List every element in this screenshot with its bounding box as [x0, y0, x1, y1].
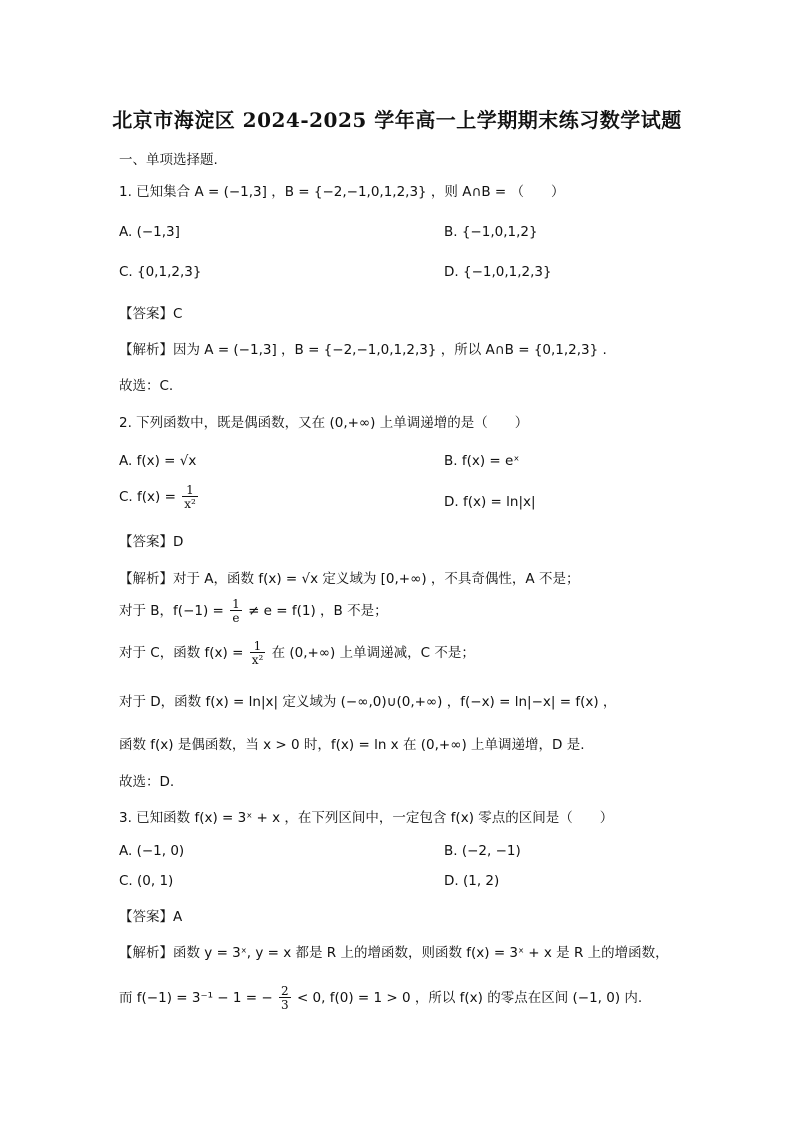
q3-analysis-2: [119, 985, 642, 1011]
q3-option-a: A. (−1, 0): [119, 843, 185, 859]
fraction-numerator: 1: [186, 483, 194, 497]
q2-analysis-b-suffix: ≠ e = f(1) ，B 不是；: [248, 603, 388, 619]
q3-option-b: B. (−2, −1): [444, 843, 521, 859]
q3-analysis-2-fraction: [279, 985, 291, 1011]
q2-option-c-fraction: [182, 484, 198, 510]
page-title: 北京市海淀区 2024-2025 学年高一上学期期末练习数学试题: [112, 108, 682, 132]
q1-answer: 【答案】C: [119, 306, 183, 322]
fraction-denominator: 3: [281, 998, 289, 1012]
fraction-denominator: x²: [184, 497, 196, 511]
q2-analysis-b-fraction: [230, 598, 242, 624]
q2-analysis-c: [119, 640, 475, 666]
q3-answer: 【答案】A: [119, 909, 183, 925]
q3-analysis-2-suffix: < 0, f(0) = 1 > 0 ，所以 f(x) 的零点在区间 (−1, 0) 内.: [296, 990, 643, 1006]
q2-conclusion: 故选：D.: [119, 774, 175, 790]
q1-option-b: B. {−1,0,1,2}: [444, 224, 538, 240]
q2-option-c: [119, 484, 200, 510]
q2-stem: 2. 下列函数中，既是偶函数，又在 (0,+∞) 上单调递增的是（ ）: [119, 415, 529, 431]
q2-analysis-b: [119, 598, 388, 624]
q2-analysis-c-prefix: 对于 C，函数 f(x) =: [119, 645, 244, 661]
q2-option-c-prefix: C. f(x) =: [119, 489, 176, 505]
q1-option-a: A. (−1,3]: [119, 224, 180, 240]
q2-option-a: A. f(x) = √x: [119, 453, 197, 469]
q2-answer: 【答案】D: [119, 534, 184, 550]
q3-analysis-2-prefix: 而 f(−1) = 3⁻¹ − 1 = −: [119, 990, 273, 1006]
q3-stem: 3. 已知函数 f(x) = 3ˣ + x ，在下列区间中，一定包含 f(x) 零点的区间是（ ）: [119, 810, 614, 826]
q1-conclusion: 故选：C.: [119, 378, 174, 394]
fraction-numerator: 2: [281, 984, 289, 998]
q1-analysis: 【解析】因为 A = (−1,3] ，B = {−2,−1,0,1,2,3} ，所以 A∩B = {0,1,2,3} .: [119, 342, 607, 358]
q2-analysis-c-fraction: [250, 640, 266, 666]
fraction-numerator: 1: [232, 597, 240, 611]
fraction-denominator: x²: [251, 653, 264, 667]
q2-analysis-b-prefix: 对于 B，f(−1) =: [119, 603, 224, 619]
fraction-numerator: 1: [253, 639, 262, 653]
q2-analysis-c-suffix: 在 (0,+∞) 上单调递减，C 不是；: [271, 645, 475, 661]
q2-option-b: B. f(x) = eˣ: [444, 453, 520, 469]
q1-stem: 1. 已知集合 A = (−1,3] ，B = {−2,−1,0,1,2,3} ，则 A∩B = （ ）: [119, 184, 565, 200]
q3-option-c: C. (0, 1): [119, 873, 174, 889]
q2-option-d: D. f(x) = ln|x|: [444, 494, 536, 510]
q2-analysis-d: 对于 D，函数 f(x) = ln|x| 定义域为 (−∞,0)∪(0,+∞) ，f(−x) = ln|−x| = f(x) ，: [119, 694, 617, 710]
q2-analysis-d2: 函数 f(x) 是偶函数，当 x > 0 时，f(x) = ln x 在 (0,+∞) 上单调递增，D 是.: [119, 737, 585, 753]
section-heading: 一、单项选择题.: [119, 152, 218, 168]
q1-option-d: D. {−1,0,1,2,3}: [444, 264, 552, 280]
q1-option-c: C. {0,1,2,3}: [119, 264, 202, 280]
fraction-denominator: e: [230, 610, 242, 624]
q3-option-d: D. (1, 2): [444, 873, 500, 889]
q3-analysis-1: 【解析】函数 y = 3ˣ, y = x 都是 R 上的增函数，则函数 f(x) = 3ˣ + x 是 R 上的增函数，: [119, 945, 669, 961]
q2-analysis-a: 【解析】对于 A，函数 f(x) = √x 定义域为 [0,+∞) ，不具奇偶性，A 不是；: [119, 571, 580, 587]
